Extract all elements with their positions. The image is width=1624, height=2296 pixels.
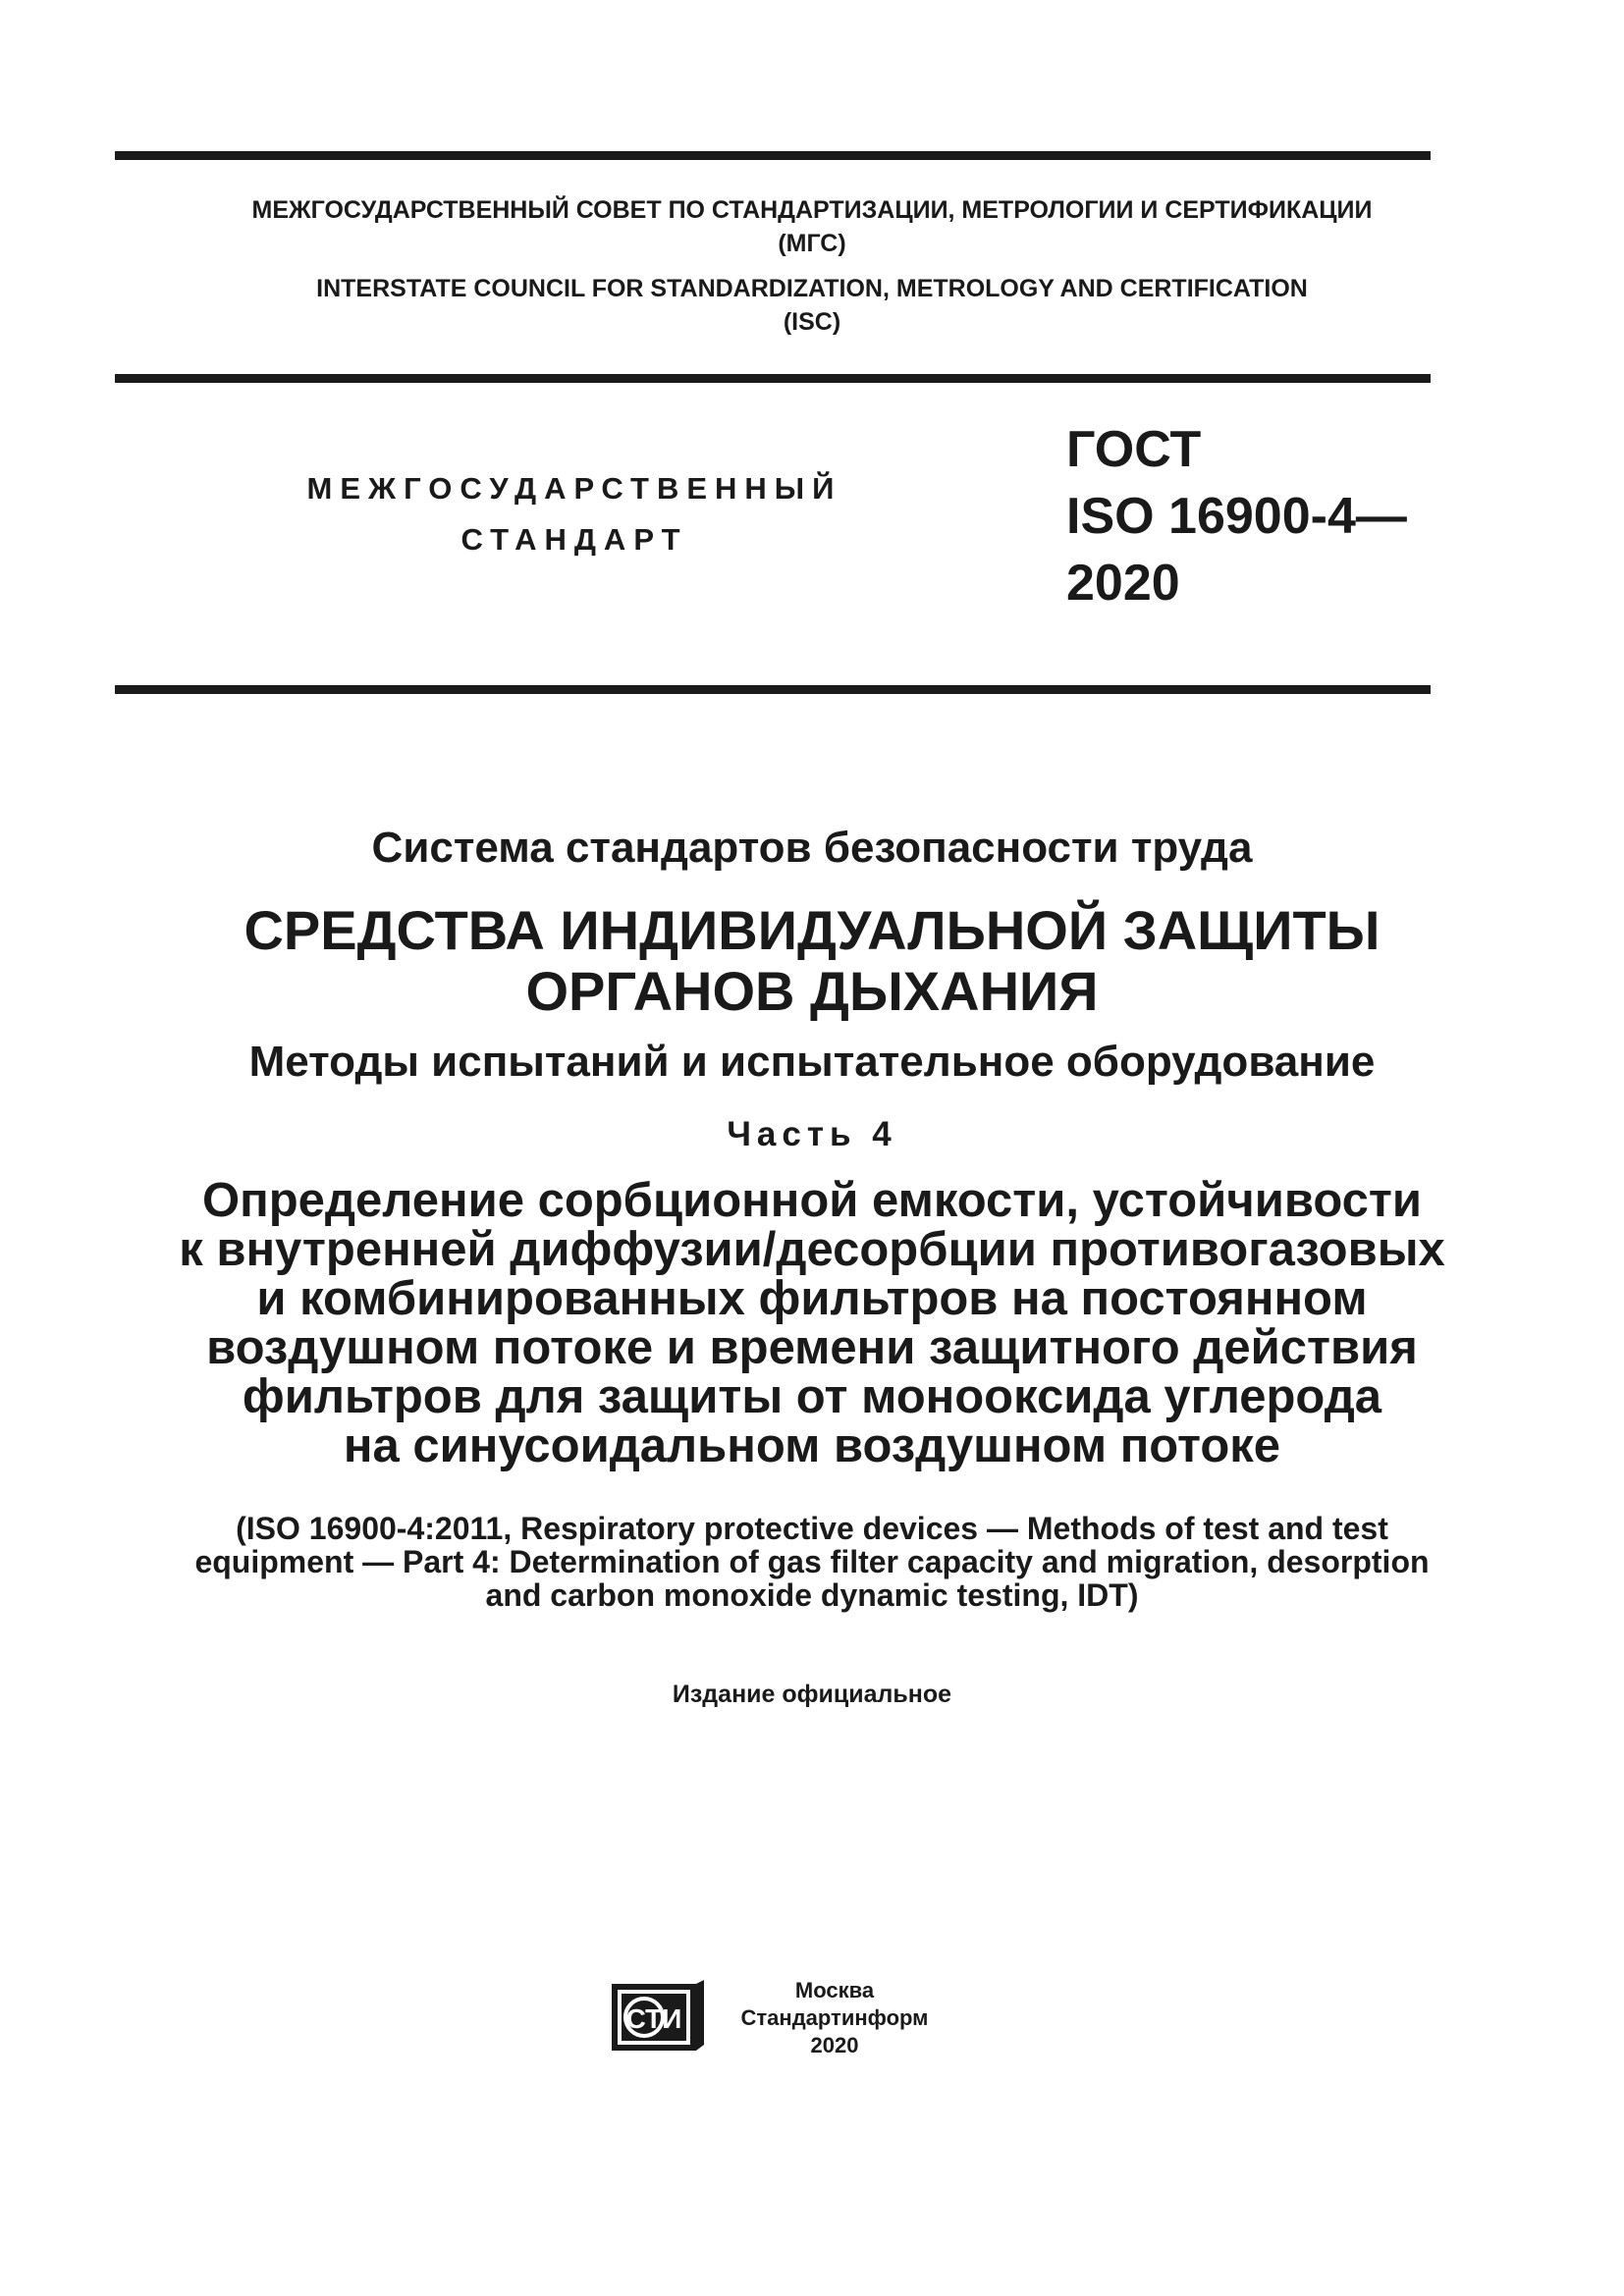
main-title [0, 900, 1624, 1022]
iso-reference [0, 1512, 1624, 1612]
council-name-ru: МЕЖГОСУДАРСТВЕННЫЙ СОВЕТ ПО СТАНДАРТИЗАЦИИ, МЕТРОЛОГИИ И СЕРТИФИКАЦИИ [251, 196, 1373, 224]
publisher-name: Стандартинформ [740, 2005, 929, 2030]
designation-number: ISO 16900-4— [1066, 488, 1407, 545]
definition-line: на синусоидальном воздушном потоке [343, 1419, 1281, 1472]
publisher-city: Москва [794, 1978, 875, 2002]
standard-type-line1: МЕЖГОСУДАРСТВЕННЫЙ [306, 471, 842, 506]
part-number: Часть 4 [727, 1115, 897, 1153]
main-title-line1: СРЕДСТВА ИНДИВИДУАЛЬНОЙ ЗАЩИТЫ [244, 899, 1380, 961]
council-header [0, 193, 1624, 339]
council-abbr-ru: (МГС) [778, 230, 846, 257]
header-rule [115, 374, 1431, 383]
standartinform-logo-icon [611, 1980, 705, 2053]
part-definition [0, 1176, 1624, 1470]
definition-line: воздушном потоке и времени защитного действия [206, 1321, 1418, 1374]
iso-reference-line: and carbon monoxide dynamic testing, IDT) [485, 1577, 1139, 1613]
main-title-line2: ОРГАНОВ ДЫХАНИЯ [525, 960, 1099, 1022]
methods-title: Методы испытаний и испытательное оборудование [248, 1038, 1376, 1086]
iso-reference-line: equipment — Part 4: Determination of gas filter capacity and migration, desorption [194, 1544, 1430, 1579]
standard-type-line2: СТАНДАРТ [460, 522, 688, 557]
top-rule [115, 151, 1431, 160]
designation-year: 2020 [1066, 555, 1180, 612]
definition-line: к внутренней диффузии/десорбции противогазовых [179, 1223, 1445, 1276]
council-name-en: INTERSTATE COUNCIL FOR STANDARDIZATION, METROLOGY AND CERTIFICATION [316, 275, 1308, 302]
definition-line: Определение сорбционной емкости, устойчивости [202, 1174, 1422, 1227]
iso-reference-line: (ISO 16900-4:2011, Respiratory protective devices — Methods of test and test [236, 1511, 1388, 1546]
logo-text: СТИ [625, 2003, 682, 2034]
standard-designation [1066, 416, 1439, 616]
publisher-logo [611, 1980, 705, 2053]
definition-line: и комбинированных фильтров на постоянном [256, 1272, 1368, 1325]
publisher-info [717, 1977, 952, 2059]
title-rule [115, 685, 1431, 694]
standard-type [275, 463, 874, 565]
official-edition: Издание официальное [672, 1681, 952, 1708]
council-abbr-en: (ISC) [783, 308, 841, 336]
publisher-year: 2020 [810, 2033, 859, 2057]
designation-gost: ГОСТ [1066, 421, 1202, 478]
definition-line: фильтров для защиты от монооксида углерода [242, 1370, 1382, 1423]
system-title: Система стандартов безопасности труда [371, 824, 1253, 872]
